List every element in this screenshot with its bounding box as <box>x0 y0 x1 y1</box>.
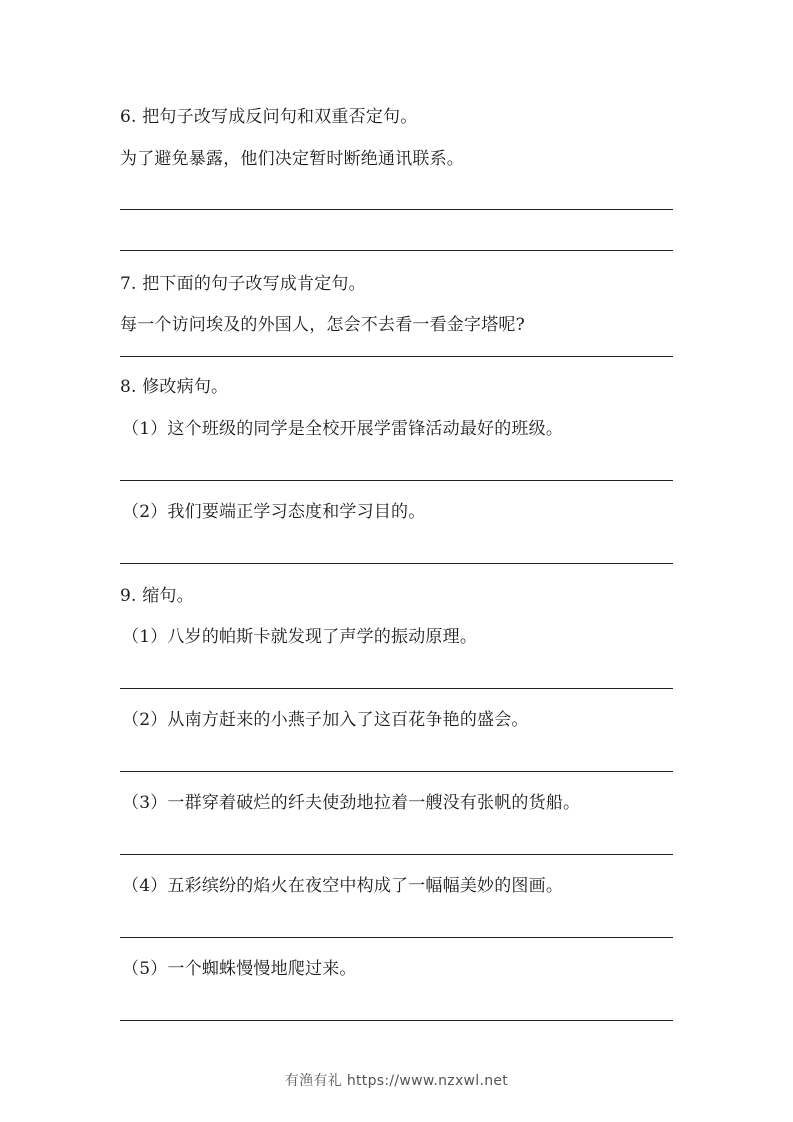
q9-answer-line-5[interactable] <box>120 1020 673 1021</box>
q9-item-1: （1）八岁的帕斯卡就发现了声学的振动原理。 <box>122 627 478 647</box>
q7-sentence: 每一个访问埃及的外国人，怎会不去看一看金字塔呢? <box>120 315 525 335</box>
footer-watermark: 有渔有礼 https://www.nzxwl.net <box>284 1073 509 1089</box>
q9-item-4: （4）五彩缤纷的焰火在夜空中构成了一幅幅美妙的图画。 <box>122 876 564 896</box>
q7-answer-line[interactable] <box>120 356 673 357</box>
q9-answer-line-4[interactable] <box>120 937 673 938</box>
q9-item-3: （3）一群穿着破烂的纤夫使劲地拉着一艘没有张帆的货船。 <box>122 793 581 813</box>
q9-item-2: （2）从南方赶来的小燕子加入了这百花争艳的盛会。 <box>122 710 529 730</box>
q8-item-1: （1）这个班级的同学是全校开展学雷锋活动最好的班级。 <box>122 419 564 439</box>
q8-answer-line-1[interactable] <box>120 480 673 481</box>
q6-answer-line-1[interactable] <box>120 209 673 210</box>
q9-answer-line-1[interactable] <box>120 688 673 689</box>
q6-answer-line-2[interactable] <box>120 250 673 251</box>
q7-title: 7. 把下面的句子改写成肯定句。 <box>120 274 366 294</box>
q6-title: 6. 把句子改写成反问句和双重否定句。 <box>120 107 418 127</box>
q9-answer-line-3[interactable] <box>120 854 673 855</box>
q9-answer-line-2[interactable] <box>120 771 673 772</box>
q8-answer-line-2[interactable] <box>120 563 673 564</box>
q9-item-5: （5）一个蜘蛛慢慢地爬过来。 <box>122 959 357 979</box>
q8-title: 8. 修改病句。 <box>120 377 229 397</box>
q6-sentence: 为了避免暴露，他们决定暂时断绝通讯联系。 <box>120 149 464 169</box>
q8-item-2: （2）我们要端正学习态度和学习目的。 <box>122 502 426 522</box>
q9-title: 9. 缩句。 <box>120 586 194 606</box>
